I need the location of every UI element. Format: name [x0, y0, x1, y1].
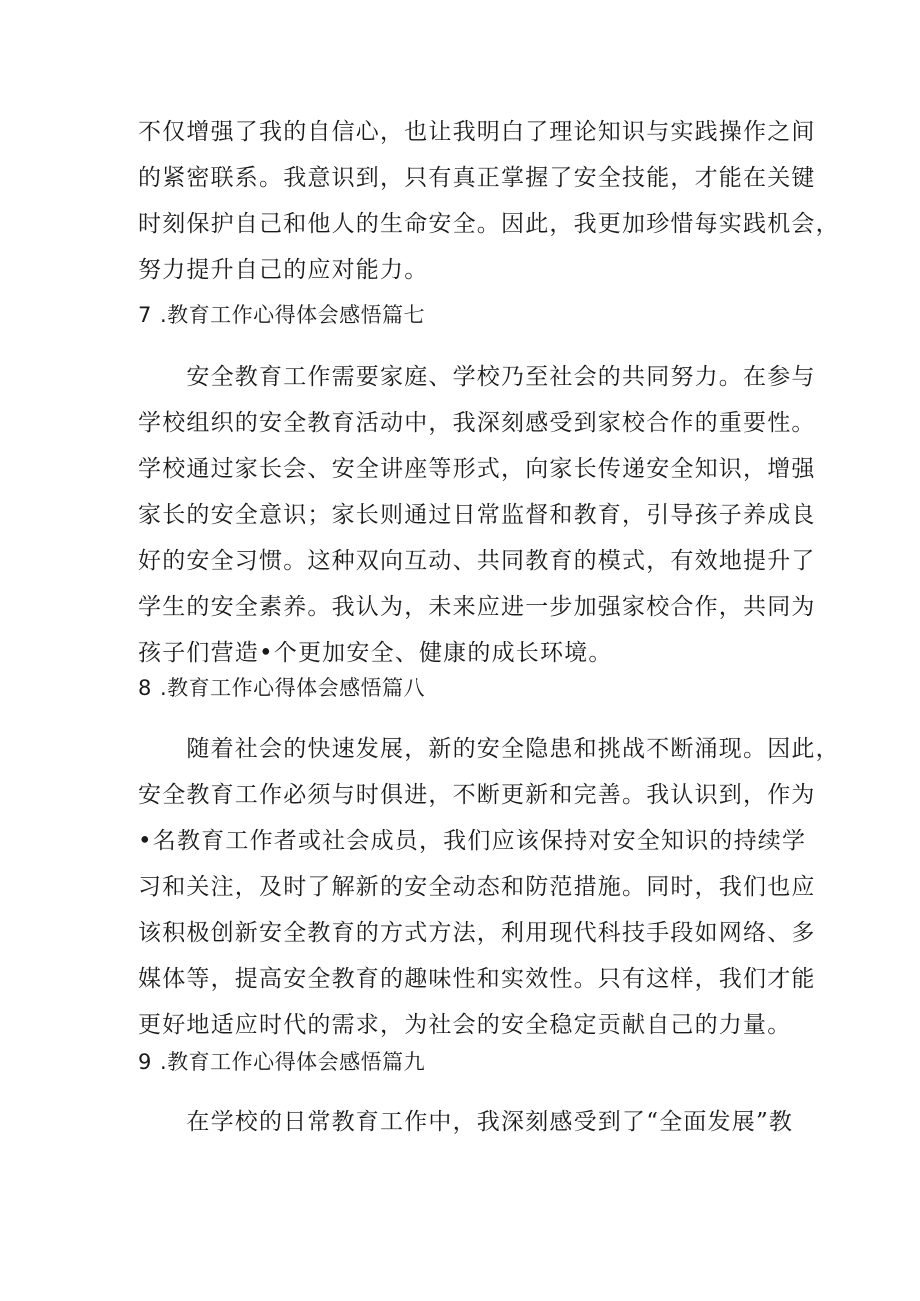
- text-line: 习和关注，及时了解新的安全动态和防范措施。同时，我们也应: [138, 874, 816, 900]
- section-heading-7: [138, 300, 425, 330]
- section-heading-8: [138, 673, 425, 703]
- text-line: 学校通过家长会、安全讲座等形式，向家长传递安全知识，增强: [138, 456, 816, 482]
- heading-number: 9: [138, 1050, 152, 1074]
- heading-title: .教育工作心得体会感悟篇八: [160, 676, 426, 700]
- heading-number: 7: [138, 303, 152, 327]
- text-line: 安全教育工作需要家庭、学校乃至社会的共同努力。在参与: [138, 364, 816, 390]
- heading-title: .教育工作心得体会感悟篇九: [160, 1050, 426, 1074]
- text-line: 媒体等，提高安全教育的趣味性和实效性。只有这样，我们才能: [138, 966, 816, 992]
- text-line: 孩子们营造•个更加安全、健康的成长环境。: [138, 640, 613, 666]
- text-line: 安全教育工作必须与时俱进，不断更新和完善。我认识到，作为: [138, 782, 816, 808]
- text-line: •名教育工作者或社会成员，我们应该保持对安全知识的持续学: [138, 828, 807, 854]
- text-line: 好的安全习惯。这种双向互动、共同教育的模式，有效地提升了: [138, 548, 816, 574]
- text-line: 在学校的日常教育工作中，我深刻感受到了“全面发展”教: [138, 1109, 794, 1135]
- paragraph-7: [138, 354, 816, 676]
- text-line: 时刻保护自己和他人的生命安全。因此，我更加珍惜每实践机会，: [138, 211, 840, 237]
- text-line: 努力提升自己的应对能力。: [138, 257, 429, 283]
- heading-number: 8: [138, 676, 152, 700]
- text-line: 更好地适应时代的需求，为社会的安全稳定贡献自己的力量。: [138, 1012, 792, 1038]
- text-line: 学校组织的安全教育活动中，我深刻感受到家校合作的重要性。: [138, 410, 816, 436]
- heading-title: .教育工作心得体会感悟篇七: [160, 303, 426, 327]
- paragraph-6-continued: [138, 109, 840, 293]
- text-line: 家长的安全意识；家长则通过日常监督和教育，引导孩子养成良: [138, 502, 816, 528]
- text-line: 随着社会的快速发展，新的安全隐患和挑战不断涌现。因此，: [138, 736, 840, 762]
- text-line: 学生的安全素养。我认为，未来应进一步加强家校合作，共同为: [138, 594, 816, 620]
- text-line: 该积极创新安全教育的方式方法，利用现代科技手段如网络、多: [138, 920, 816, 946]
- section-heading-9: [138, 1047, 425, 1077]
- text-line: 不仅增强了我的自信心，也让我明白了理论知识与实践操作之间: [138, 119, 816, 145]
- text-line: 的紧密联系。我意识到，只有真正掌握了安全技能，才能在关键: [138, 165, 816, 191]
- paragraph-9: [138, 1099, 794, 1145]
- paragraph-8: [138, 726, 840, 1048]
